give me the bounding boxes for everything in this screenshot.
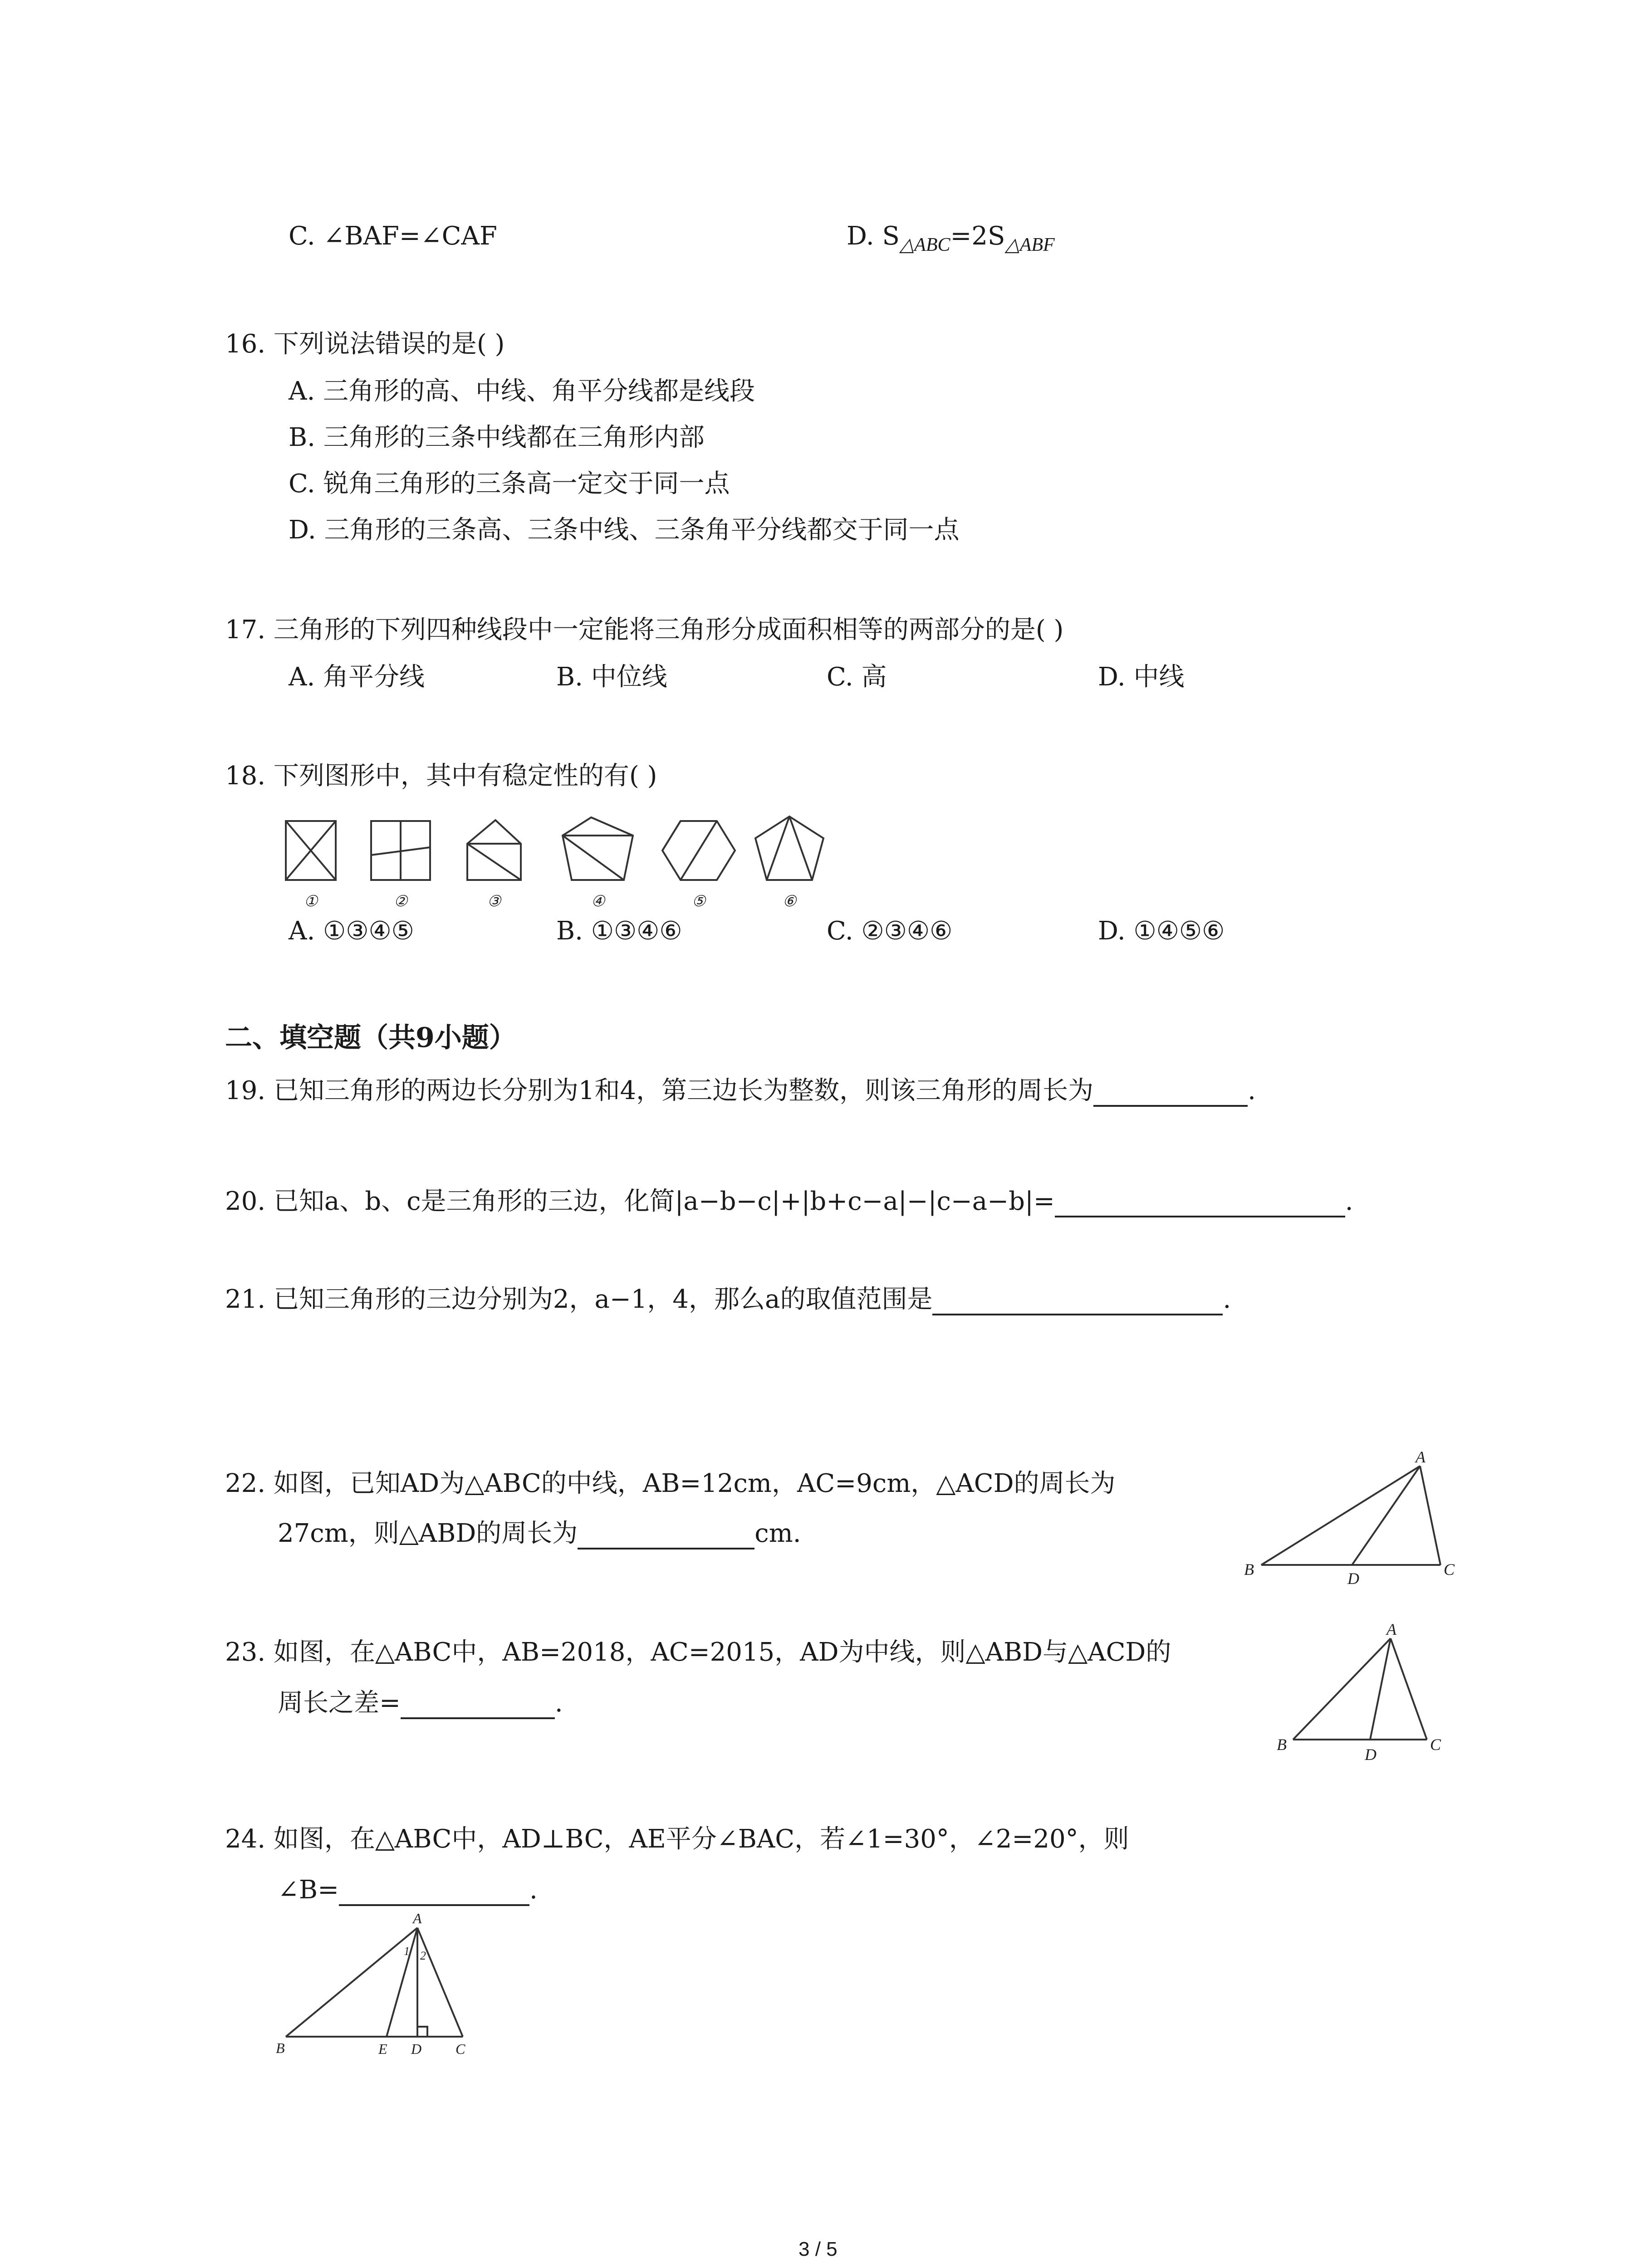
q22-line-2: 27cm，则△ABD的周长为 cm.	[278, 1518, 801, 1549]
q17-option-c: C. 高	[827, 662, 887, 692]
shape-4-pentagon	[563, 817, 633, 880]
q24-label-d: D	[411, 2041, 422, 2057]
shape-5-hexagon	[662, 821, 735, 880]
q20-answer-blank[interactable]	[1055, 1188, 1345, 1217]
q23-answer-blank[interactable]	[401, 1690, 555, 1719]
q22-triangle-figure	[1234, 1452, 1461, 1598]
q20-text: 20. 已知a、b、c是三角形的三边，化简|a−b−c|+|b+c−a|−|c−a−b|= .	[225, 1186, 1353, 1217]
q15-option-d: D. $S_{\triangle ABC}=2S_{\triangle ABF}$	[847, 221, 1055, 255]
q22-line-1: 22. 如图，已知AD为△ABC的中线，AB=12cm，AC=9cm，△ACD的周长为	[225, 1469, 1116, 1498]
q24-answer-blank[interactable]	[339, 1877, 529, 1906]
page-number: 3 / 5	[798, 2238, 838, 2260]
q24-line-1: 24. 如图，在△ABC中，AD⊥BC，AE平分∠BAC，若∠1=30°，∠2=20°，则	[225, 1824, 1129, 1854]
q22-label-a: A	[1416, 1452, 1425, 1466]
shape-label-1: ①	[304, 893, 318, 910]
shape-3-house	[467, 820, 521, 880]
q22-label-d: D	[1347, 1569, 1359, 1588]
shape-2-square-divided	[371, 821, 430, 880]
section-title: 二、填空题（共9小题）	[225, 1022, 516, 1054]
q18-shapes-svg	[272, 812, 935, 921]
shape-1-square-diagonals	[286, 821, 336, 880]
q19-text: 19. 已知三角形的两边长分别为1和4，第三边长为整数，则该三角形的周长为 .	[225, 1075, 1256, 1107]
q17-option-a: A. 角平分线	[289, 662, 425, 692]
shape-label-6: ⑥	[782, 893, 797, 910]
q21-text: 21. 已知三角形的三边分别为2，a−1，4，那么a的取值范围是 .	[225, 1284, 1231, 1315]
shape-label-3: ③	[487, 893, 501, 910]
q18-option-a: A. ①③④⑤	[289, 916, 414, 946]
q16-stem: 16. 下列说法错误的是( )	[225, 329, 505, 359]
q16-option-c: C. 锐角三角形的三条高一定交于同一点	[289, 469, 730, 499]
q22-answer-blank[interactable]	[578, 1520, 754, 1549]
shape-label-2: ②	[393, 893, 408, 910]
q17-option-b: B. 中位线	[556, 662, 667, 692]
shape-6-pentagon-fan	[755, 816, 823, 880]
shape-label-5: ⑤	[691, 893, 706, 910]
q16-option-b: B. 三角形的三条中线都在三角形内部	[289, 423, 705, 452]
q16-option-a: A. 三角形的高、中线、角平分线都是线段	[289, 376, 755, 406]
q24-label-a: A	[413, 1910, 422, 1926]
q22-triangle-svg	[1234, 1452, 1461, 1597]
q22-label-b: B	[1244, 1560, 1254, 1579]
q21-answer-blank[interactable]	[932, 1286, 1223, 1315]
q18-option-d: D. ①④⑤⑥	[1098, 916, 1225, 946]
q15-option-c: C. ∠BAF=∠CAF	[289, 221, 497, 251]
q24-label-angle1: 1	[404, 1945, 410, 1958]
q23-label-c: C	[1430, 1735, 1441, 1754]
q19-answer-blank[interactable]	[1093, 1078, 1248, 1107]
q23-triangle-figure	[1266, 1624, 1456, 1771]
q24-triangle-svg	[268, 1910, 522, 2073]
q17-stem: 17. 三角形的下列四种线段中一定能将三角形分成面积相等的两部分的是( )	[225, 615, 1064, 645]
q23-label-d: D	[1365, 1745, 1376, 1764]
q24-label-b: B	[276, 2040, 285, 2056]
q24-label-c: C	[456, 2041, 465, 2057]
q23-line-2: 周长之差= .	[278, 1687, 563, 1719]
q17-option-d: D. 中线	[1098, 662, 1185, 692]
q24-label-e: E	[378, 2041, 387, 2057]
q22-label-c: C	[1444, 1560, 1455, 1579]
shape-label-4: ④	[591, 893, 605, 910]
q18-stem: 18. 下列图形中，其中有稳定性的有( )	[225, 761, 657, 791]
q18-option-c: C. ②③④⑥	[827, 916, 953, 946]
q18-shapes-figure	[272, 812, 935, 923]
q24-line-2: ∠B= .	[278, 1874, 538, 1906]
q24-triangle-figure	[268, 1910, 522, 2075]
q23-label-b: B	[1277, 1735, 1287, 1754]
q24-label-angle2: 2	[420, 1949, 426, 1962]
q18-option-b: B. ①③④⑥	[556, 916, 682, 946]
q16-option-d: D. 三角形的三条高、三条中线、三条角平分线都交于同一点	[289, 515, 960, 545]
q23-label-a: A	[1386, 1624, 1396, 1638]
q23-line-1: 23. 如图，在△ABC中，AB=2018，AC=2015，AD为中线，则△ABD与△ACD的	[225, 1637, 1171, 1667]
q23-triangle-svg	[1266, 1624, 1456, 1769]
